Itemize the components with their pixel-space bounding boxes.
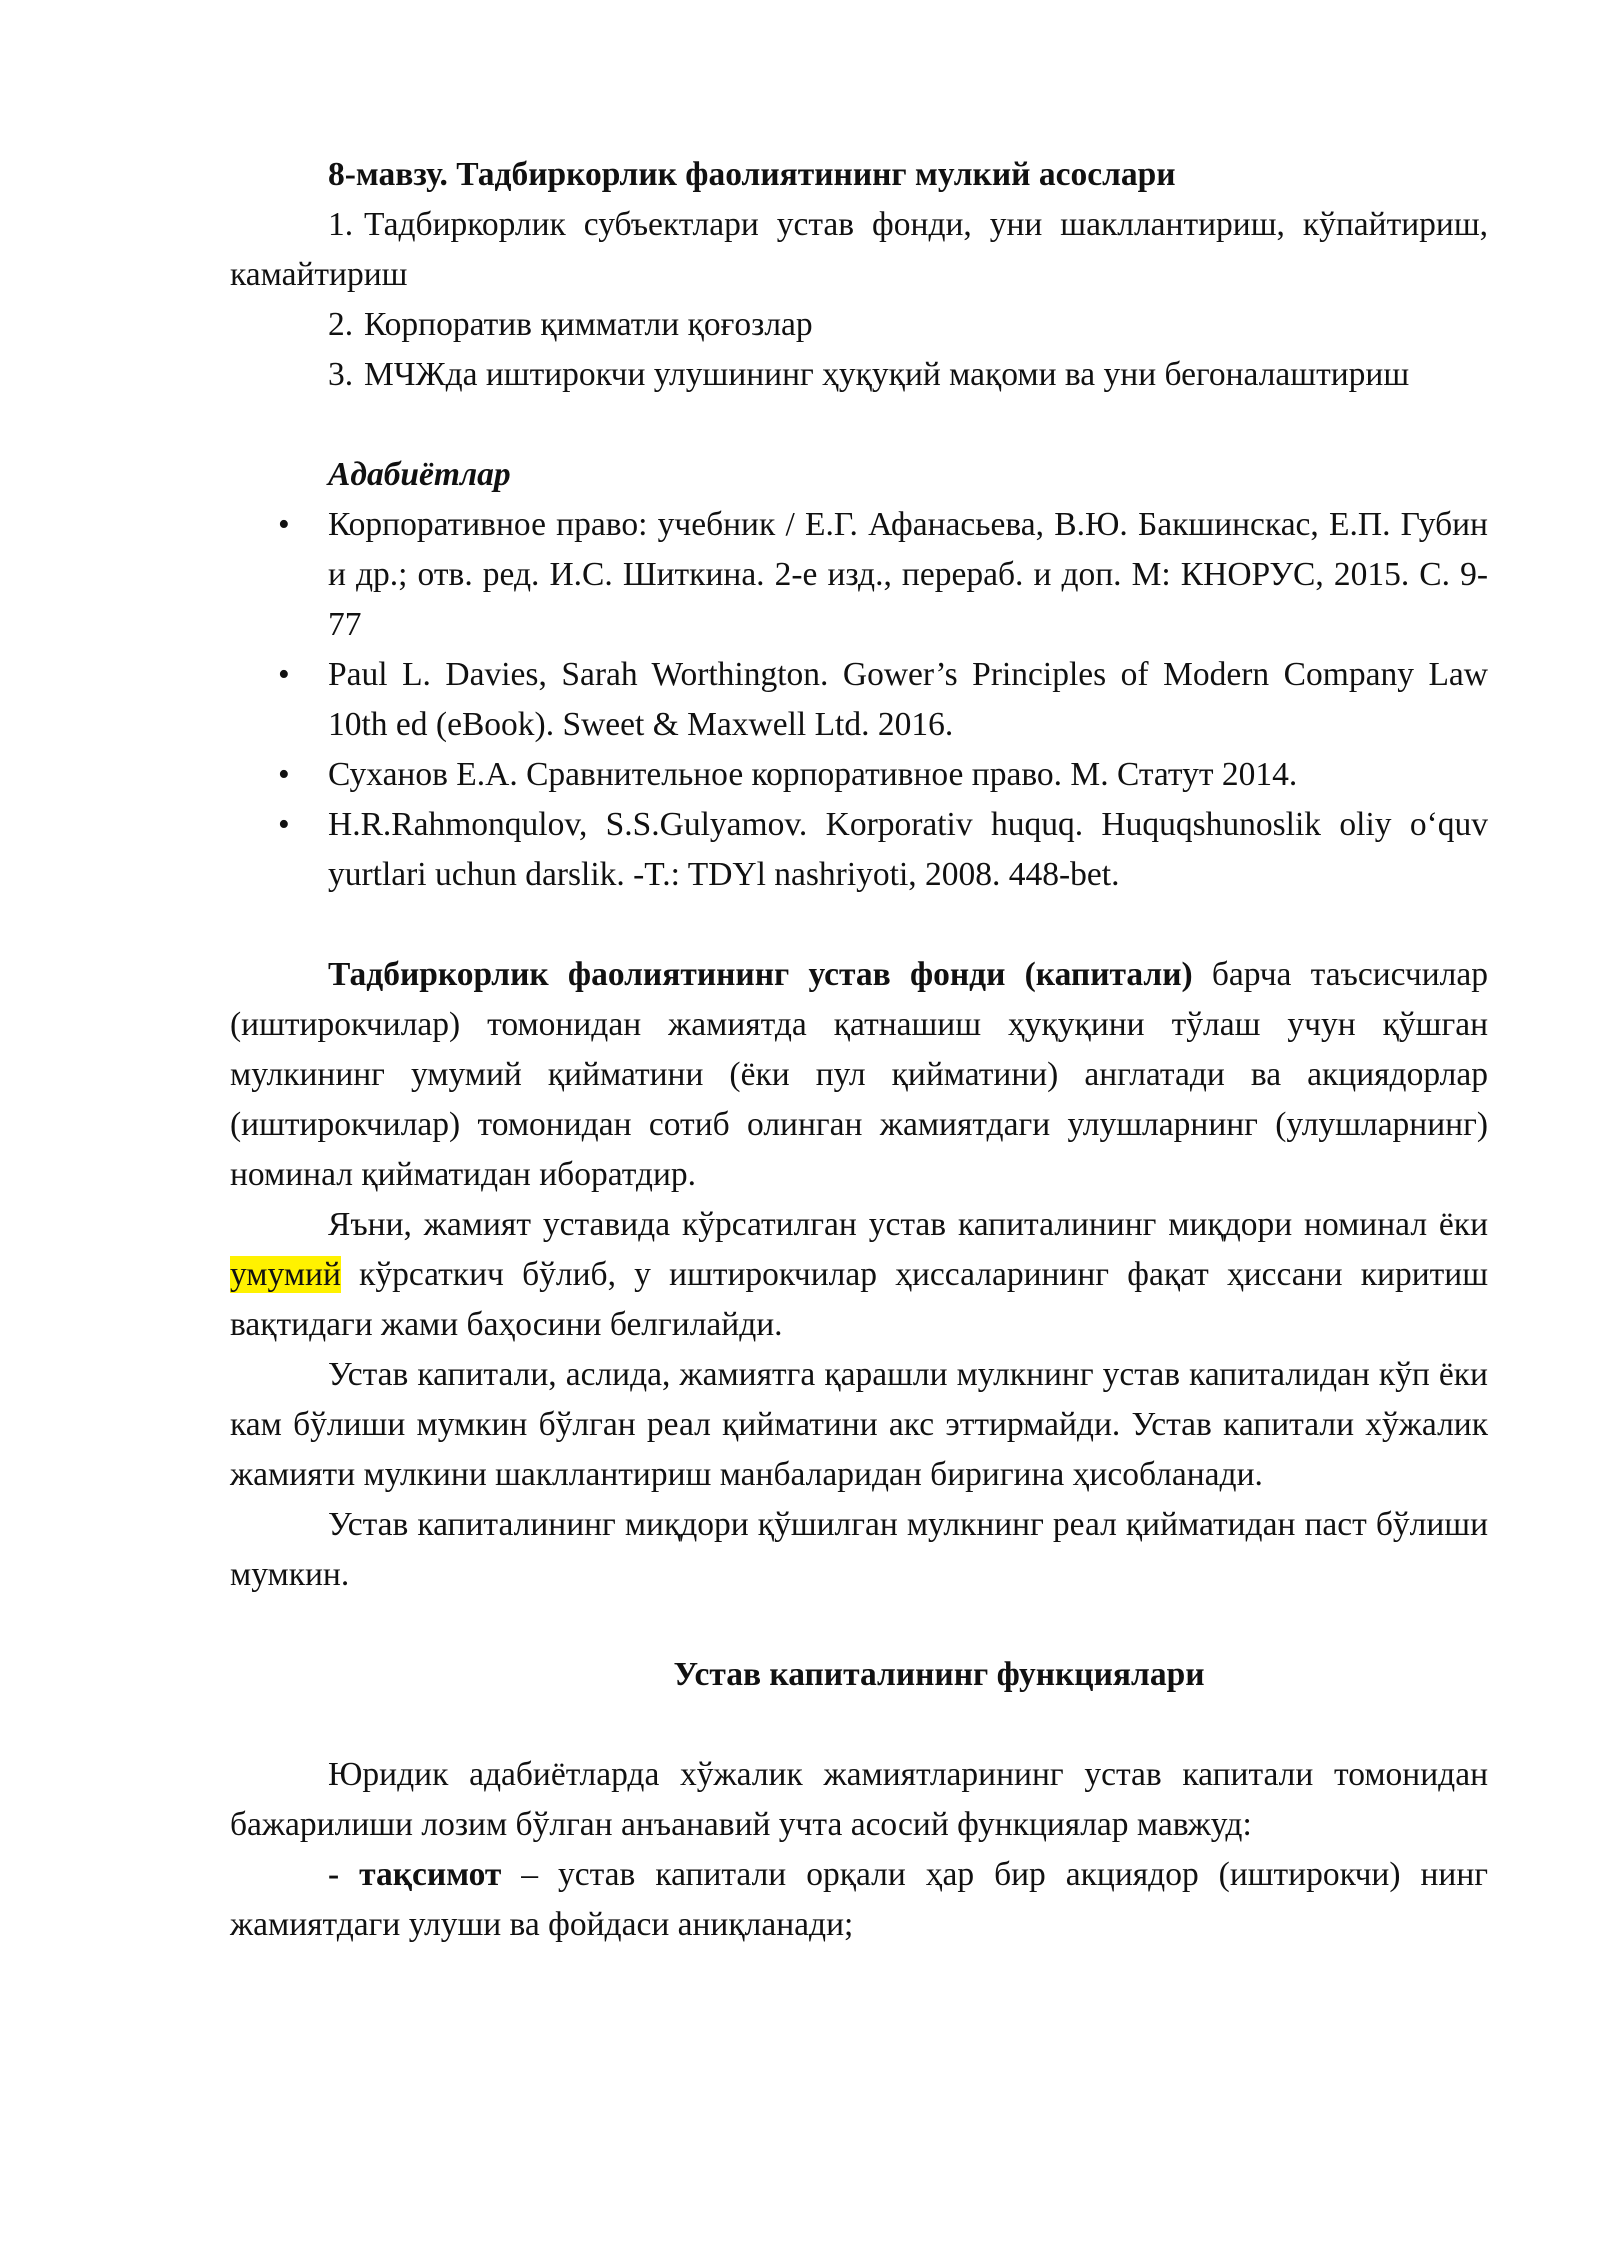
literature-item <box>230 650 1488 750</box>
bullet-icon: • <box>278 506 290 543</box>
topic-title: 8-мавзу. Тадбиркорлик фаолиятининг мулкий асослари <box>328 156 1176 193</box>
spacer <box>230 1700 1488 1750</box>
topic-item-2 <box>230 300 1488 350</box>
paragraph-text: – устав капитали орқали ҳар бир акциядор (иштирокчи) нинг жамиятдаги улуши ва фойдаси аниқланади; <box>230 1856 1488 1943</box>
topic-number: 3. <box>328 356 354 393</box>
topic-number: 2. <box>328 306 354 343</box>
literature-text: Суханов Е.А. Сравнительное корпоративное право. М. Статут 2014. <box>328 756 1298 793</box>
topic-text: МЧЖда иштирокчи улушининг ҳуқуқий мақоми ва уни бегоналаштириш <box>364 356 1410 393</box>
term-bold: Тадбиркорлик фаолиятининг устав фонди (капитали) <box>328 956 1193 993</box>
document-body <box>230 150 1488 1950</box>
topic-text: Тадбиркорлик субъектлари устав фонди, уни шакллантириш, кўпайтириш, камайтириш <box>230 206 1488 293</box>
topic-item-1 <box>230 200 1488 300</box>
paragraph-text: Яъни, жамият уставида кўрсатилган устав капиталининг миқдори номинал ёки <box>328 1206 1488 1243</box>
paragraph-distribution <box>230 1850 1488 1950</box>
topic-text: Корпоратив қимматли қоғозлар <box>364 306 813 343</box>
literature-item <box>230 750 1488 800</box>
paragraph-real-value: Устав капитали, аслида, жамиятга қарашли мулкнинг устав капиталидан кўп ёки кам бўлиши мумкин бўлган реал қийматини акс эттирмайди. Устав капитали хўжалик жамияти мулкини шакллантириш манбаларидан биригина ҳисобланади. <box>230 1356 1488 1493</box>
spacer <box>230 1600 1488 1650</box>
literature-text: H.R.Rahmonqulov, S.S.Gulyamov. Korporativ huquq. Huquqshunoslik oliy oʻquv yurtlari uchun darslik. -T.: TDYl nashriyoti, 2008. 448-bet. <box>328 806 1488 893</box>
paragraph-text: барча таъсисчилар (иштирокчилар) томонидан жамиятда қатнашиш ҳуқуқини тўлаш учун қўшган мулкининг умумий қийматини (ёки пул қийматини) англатади ва акциядорлар (иштирокчилар) томонидан сотиб олинган жамиятдаги улушларнинг (улушларнинг) номинал қийматидан иборатдир. <box>230 956 1488 1193</box>
bullet-icon: • <box>278 806 290 843</box>
paragraph-nominal <box>230 1200 1488 1350</box>
bullet-icon: • <box>278 656 290 693</box>
highlighted-word: умумий <box>230 1256 341 1293</box>
literature-text: Корпоративное право: учебник / Е.Г. Афанасьева, В.Ю. Бакшинскас, Е.П. Губин и др.; отв. ред. И.С. Шиткина. 2-е изд., перераб. и доп. М: КНОРУС, 2015. С. 9-77 <box>328 506 1488 643</box>
topic-item-3 <box>230 350 1488 400</box>
paragraph-lower-value: Устав капиталининг миқдори қўшилган мулкнинг реал қийматидан паст бўлиши мумкин. <box>230 1506 1488 1593</box>
paragraph-text: кўрсаткич бўлиб, у иштирокчилар ҳиссаларининг фақат ҳиссани киритиш вақтидаги жами баҳосини белгилайди. <box>230 1256 1488 1343</box>
topic-number: 1. <box>328 206 354 243</box>
literature-list <box>230 500 1488 900</box>
section-title: Устав капиталининг функциялари <box>673 1656 1205 1693</box>
term-bold: - тақсимот <box>328 1856 502 1893</box>
paragraph-charter-capital <box>230 950 1488 1200</box>
literature-text: Paul L. Davies, Sarah Worthington. Gower’s Principles of Modern Company Law 10th ed (eBook). Sweet & Maxwell Ltd. 2016. <box>328 656 1488 743</box>
literature-item <box>230 500 1488 650</box>
spacer <box>230 900 1488 950</box>
paragraph-functions: Юридик адабиётларда хўжалик жамиятларининг устав капитали томонидан бажарилиши лозим бўлган анъанавий учта асосий функциялар мавжуд: <box>230 1756 1488 1843</box>
bullet-icon: • <box>278 756 290 793</box>
literature-item <box>230 800 1488 900</box>
literature-heading: Адабиётлар <box>328 456 511 493</box>
